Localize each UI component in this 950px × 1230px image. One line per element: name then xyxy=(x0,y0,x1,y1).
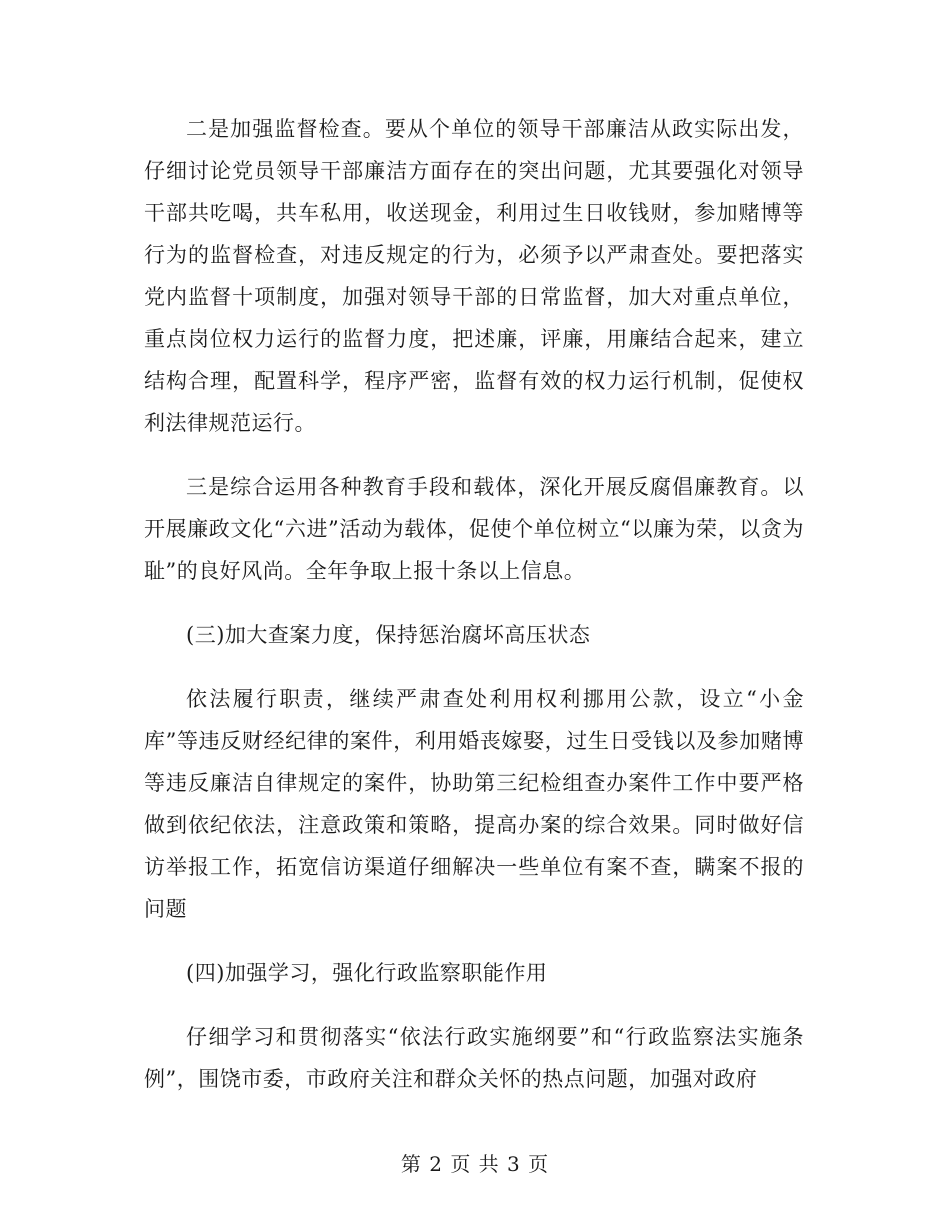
paragraph-supervision: 二是加强监督检查。要从个单位的领导干部廉洁从政实际出发，仔细讨论党员领导干部廉洁方面存在的突出问题，尤其要强化对领导干部共吃喝，共车私用，收送现金，利用过生日收钱财，参加赌博等行为的监督检查，对违反规定的行为，必须予以严肃查处。要把落实党内监督十项制度，加强对领导干部的日常监督，加大对重点单位，重点岗位权力运行的监督力度，把述廉，评廉，用廉结合起来，建立结构合理，配置科学，程序严密，监督有效的权力运行机制，促使权利法律规范运行。 xyxy=(144,117,804,435)
paragraph-study: 仔细学习和贯彻落实“依法行政实施纲要”和“行政监察法实施条例”，围饶市委，市政府关注和群众关怀的热点问题，加强对政府 xyxy=(144,1025,804,1091)
section-heading-case-investigation: (三)加大查案力度，保持惩治腐坏高压状态 xyxy=(186,623,591,647)
page-number-footer: 第 2 页 共 3 页 xyxy=(400,1152,550,1176)
paragraph-education: 三是综合运用各种教育手段和载体，深化开展反腐倡廉教育。以开展廉政文化“六进”活动为载体，促使个单位树立“以廉为荣，以贪为耻”的良好风尚。全年争取上报十条以上信息。 xyxy=(144,475,804,583)
section-heading-study: (四)加强学习，强化行政监察职能作用 xyxy=(186,961,548,985)
paragraph-case-investigation: 依法履行职责，继续严肃查处利用权利挪用公款，设立“小金库”等违反财经纪律的案件，利用婚丧嫁娶，过生日受钱以及参加赌博等违反廉洁自律规定的案件，协助第三纪检组查办案件工作中要严格做到依纪依法，注意政策和策略，提高办案的综合效果。同时做好信访举报工作，拓宽信访渠道仔细解决一些单位有案不查，瞒案不报的问题 xyxy=(144,687,804,921)
document-body xyxy=(144,108,804,1122)
